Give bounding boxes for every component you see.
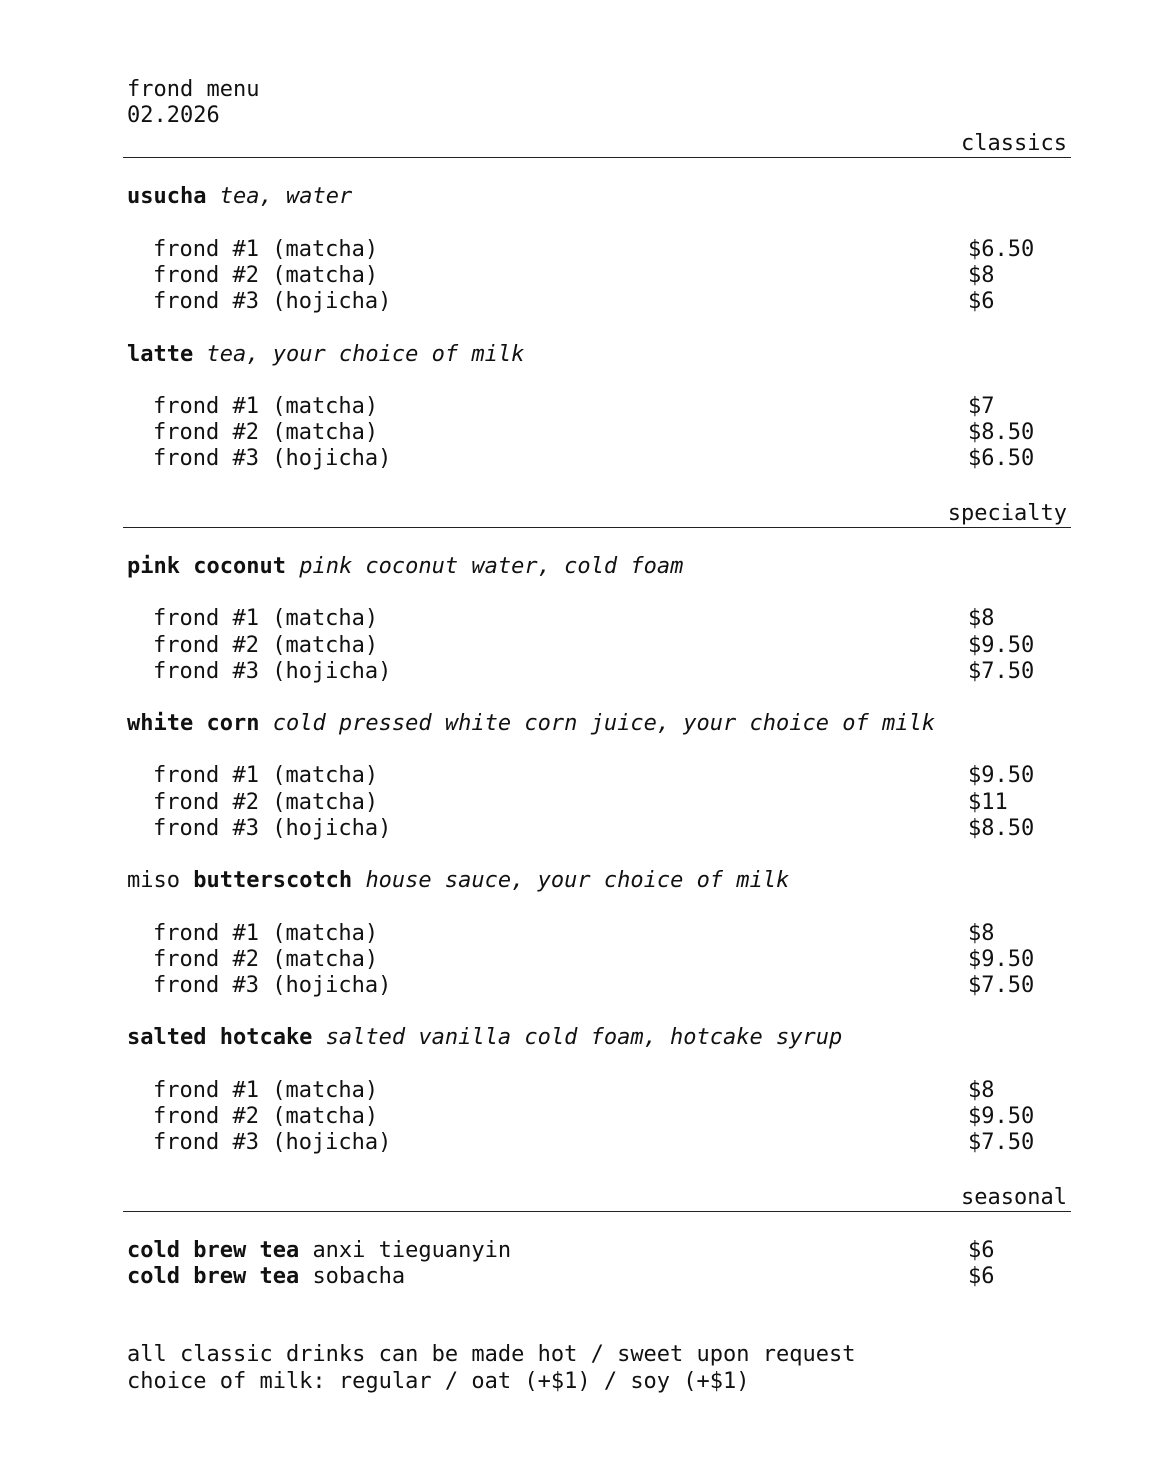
item-price: $7.50 xyxy=(968,973,1035,998)
menu-item xyxy=(153,1104,1053,1130)
section-header-specialty xyxy=(123,495,1071,528)
item-price: $8.50 xyxy=(968,420,1035,445)
drink-name-prefix: miso xyxy=(127,868,194,893)
item-price: $9.50 xyxy=(968,763,1035,788)
menu-item xyxy=(153,606,1053,632)
drink-title-usucha xyxy=(127,184,352,210)
item-name: frond #3 (hojicha) xyxy=(153,816,392,841)
seasonal-item-name: cold brew tea xyxy=(127,1264,300,1289)
drink-title-pink-coconut xyxy=(127,554,683,580)
seasonal-item-price: $6 xyxy=(968,1264,995,1289)
drink-name: usucha xyxy=(127,184,207,209)
menu-item xyxy=(153,816,1053,842)
item-price: $11 xyxy=(968,790,1008,815)
item-name: frond #3 (hojicha) xyxy=(153,446,392,471)
seasonal-item xyxy=(127,1238,1053,1264)
section-header-classics xyxy=(123,125,1071,158)
item-name: frond #1 (matcha) xyxy=(153,237,379,262)
item-name: frond #2 (matcha) xyxy=(153,1104,379,1129)
section-label: seasonal xyxy=(961,1185,1067,1210)
drink-description: salted vanilla cold foam, hotcake syrup xyxy=(325,1025,843,1050)
drink-name: latte xyxy=(127,342,194,367)
section-label: specialty xyxy=(947,501,1067,526)
item-price: $7.50 xyxy=(968,659,1035,684)
item-name: frond #3 (hojicha) xyxy=(153,659,392,684)
item-price: $9.50 xyxy=(968,947,1035,972)
menu-item xyxy=(153,659,1053,685)
menu-date: 02.2026 xyxy=(127,103,220,128)
menu-item xyxy=(153,973,1053,999)
item-price: $8 xyxy=(968,263,995,288)
item-price: $9.50 xyxy=(968,633,1035,658)
drink-description: tea, water xyxy=(219,184,353,209)
note-line: all classic drinks can be made hot / sweet upon request xyxy=(127,1342,856,1367)
menu-notes xyxy=(127,1342,855,1396)
menu-item xyxy=(153,420,1053,446)
item-name: frond #1 (matcha) xyxy=(153,606,379,631)
seasonal-item-price: $6 xyxy=(968,1238,995,1263)
drink-description: pink coconut water, cold foam xyxy=(299,554,684,579)
section-header-seasonal xyxy=(123,1179,1071,1212)
item-price: $6 xyxy=(968,289,995,314)
menu-item xyxy=(153,394,1053,420)
seasonal-item-variety: sobacha xyxy=(312,1264,406,1289)
item-price: $8.50 xyxy=(968,816,1035,841)
menu-item xyxy=(153,763,1053,789)
item-name: frond #3 (hojicha) xyxy=(153,973,392,998)
drink-title-miso-butterscotch xyxy=(127,868,789,894)
drink-name: white corn xyxy=(127,711,260,736)
item-name: frond #2 (matcha) xyxy=(153,790,379,815)
menu-item xyxy=(153,289,1053,315)
item-price: $8 xyxy=(968,921,995,946)
menu-item xyxy=(153,633,1053,659)
menu-item xyxy=(153,790,1053,816)
drink-name: salted hotcake xyxy=(127,1025,313,1050)
item-price: $7 xyxy=(968,394,995,419)
drink-name: pink coconut xyxy=(127,554,286,579)
drink-description: tea, your choice of milk xyxy=(206,342,525,367)
item-name: frond #3 (hojicha) xyxy=(153,1130,392,1155)
item-name: frond #2 (matcha) xyxy=(153,263,379,288)
item-name: frond #2 (matcha) xyxy=(153,633,379,658)
item-name: frond #1 (matcha) xyxy=(153,1078,379,1103)
item-name: frond #1 (matcha) xyxy=(153,763,379,788)
section-label: classics xyxy=(961,131,1067,156)
item-price: $6.50 xyxy=(968,237,1035,262)
menu-header xyxy=(127,77,259,129)
menu-item xyxy=(153,1130,1053,1156)
menu-item xyxy=(153,947,1053,973)
drink-name: butterscotch xyxy=(193,868,353,893)
item-price: $6.50 xyxy=(968,446,1035,471)
item-name: frond #1 (matcha) xyxy=(153,394,379,419)
seasonal-item-name: cold brew tea xyxy=(127,1238,300,1263)
menu-item xyxy=(153,1078,1053,1104)
drink-title-salted-hotcake xyxy=(127,1025,842,1051)
item-price: $9.50 xyxy=(968,1104,1035,1129)
drink-description: house sauce, your choice of milk xyxy=(365,868,790,893)
item-name: frond #2 (matcha) xyxy=(153,420,379,445)
item-price: $7.50 xyxy=(968,1130,1035,1155)
note-line: choice of milk: regular / oat (+$1) / soy (+$1) xyxy=(127,1369,750,1394)
item-name: frond #1 (matcha) xyxy=(153,921,379,946)
drink-title-latte xyxy=(127,342,524,368)
drink-description: cold pressed white corn juice, your choice of milk xyxy=(272,711,935,736)
menu-item xyxy=(153,921,1053,947)
menu-item xyxy=(153,446,1053,472)
item-price: $8 xyxy=(968,606,995,631)
item-price: $8 xyxy=(968,1078,995,1103)
seasonal-item xyxy=(127,1264,1053,1290)
menu-item xyxy=(153,263,1053,289)
menu-title: frond menu xyxy=(127,77,260,102)
item-name: frond #2 (matcha) xyxy=(153,947,379,972)
item-name: frond #3 (hojicha) xyxy=(153,289,392,314)
menu-item xyxy=(153,237,1053,263)
drink-title-white-corn xyxy=(127,711,935,737)
seasonal-item-variety: anxi tieguanyin xyxy=(312,1238,512,1263)
